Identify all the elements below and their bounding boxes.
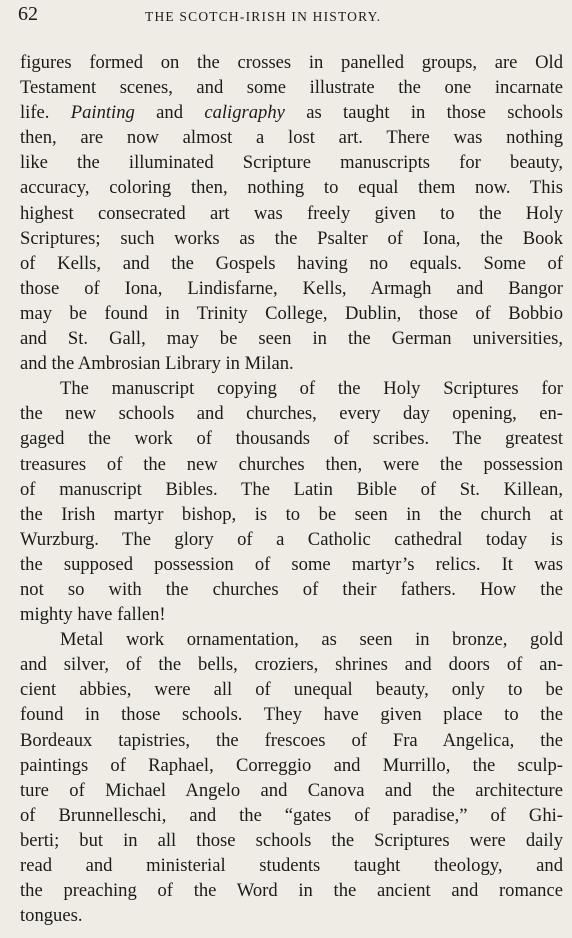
text-line: of Brunnelleschi, and the “gates of paradise,” of Ghi-: [20, 804, 563, 826]
text-line: of Kells, and the Gospels having no equals. Some of: [20, 252, 563, 274]
text-line: paintings of Raphael, Correggio and Murrillo, the sculp-: [20, 754, 563, 776]
text-line: mighty have fallen!: [20, 604, 166, 626]
text-line: Testament scenes, and some illustrate the one incarnate: [20, 77, 563, 99]
text-line: treasures of the new churches then, were the possession: [20, 453, 563, 475]
text-line: Wurzburg. The glory of a Catholic cathedral today is: [20, 528, 563, 550]
text-line: cient abbies, were all of unequal beauty, only to be: [20, 679, 563, 701]
text-line: and the Ambrosian Library in Milan.: [20, 353, 294, 375]
text-line: berti; but in all those schools the Scriptures were daily: [20, 829, 563, 851]
text-line: then, are now almost a lost art. There was nothing: [20, 127, 563, 149]
emphasis: caligraphy: [204, 102, 285, 124]
text-line: and St. Gall, may be seen in the German universities,: [20, 328, 563, 350]
text-line: ture of Michael Angelo and Canova and the architecture: [20, 779, 563, 801]
text-line: read and ministerial students taught theology, and: [20, 855, 563, 876]
text-line: life. Painting and caligraphy as taught in those schools: [20, 102, 563, 124]
text-line: of manuscript Bibles. The Latin Bible of St. Killean,: [20, 478, 563, 500]
text-line: tongues.: [20, 905, 83, 927]
text-line: Scriptures; such works as the Psalter of Iona, the Book: [20, 227, 563, 249]
text-line: gaged the work of thousands of scribes. The greatest: [20, 428, 563, 450]
body-text: [20, 50, 563, 928]
text-line: The manuscript copying of the Holy Scriptures for: [60, 378, 563, 400]
text-line: like the illuminated Scripture manuscripts for beauty,: [20, 152, 563, 174]
text-line: not so with the churches of their fathers. How the: [20, 578, 563, 600]
text-line: the supposed possession of some martyr’s relics. It was: [20, 553, 563, 575]
text-line: found in those schools. They have given place to the: [20, 704, 563, 726]
text-line: Metal work ornamentation, as seen in bronze, gold: [60, 629, 563, 651]
text-line: figures formed on the crosses in panelled groups, are Old: [20, 52, 563, 73]
text-line: the new schools and churches, every day opening, en-: [20, 403, 563, 425]
text-line: may be found in Trinity College, Dublin, those of Bobbio: [20, 302, 563, 324]
emphasis: Painting: [70, 102, 135, 124]
running-title: THE SCOTCH-IRISH IN HISTORY.: [145, 9, 382, 24]
text-line: and silver, of the bells, croziers, shrines and doors of an-: [20, 654, 563, 676]
text-line: those of Iona, Lindisfarne, Kells, Armagh and Bangor: [20, 277, 563, 299]
text-line: accuracy, coloring then, nothing to equal them now. This: [20, 177, 563, 199]
page-number: 62: [18, 3, 38, 25]
text-line: the preaching of the Word in the ancient and romance: [20, 880, 563, 902]
text-line: the Irish martyr bishop, is to be seen in the church at: [20, 503, 563, 525]
text-line: highest consecrated art was freely given to the Holy: [20, 202, 563, 224]
text-line: Bordeaux tapistries, the frescoes of Fra Angelica, the: [20, 729, 563, 751]
